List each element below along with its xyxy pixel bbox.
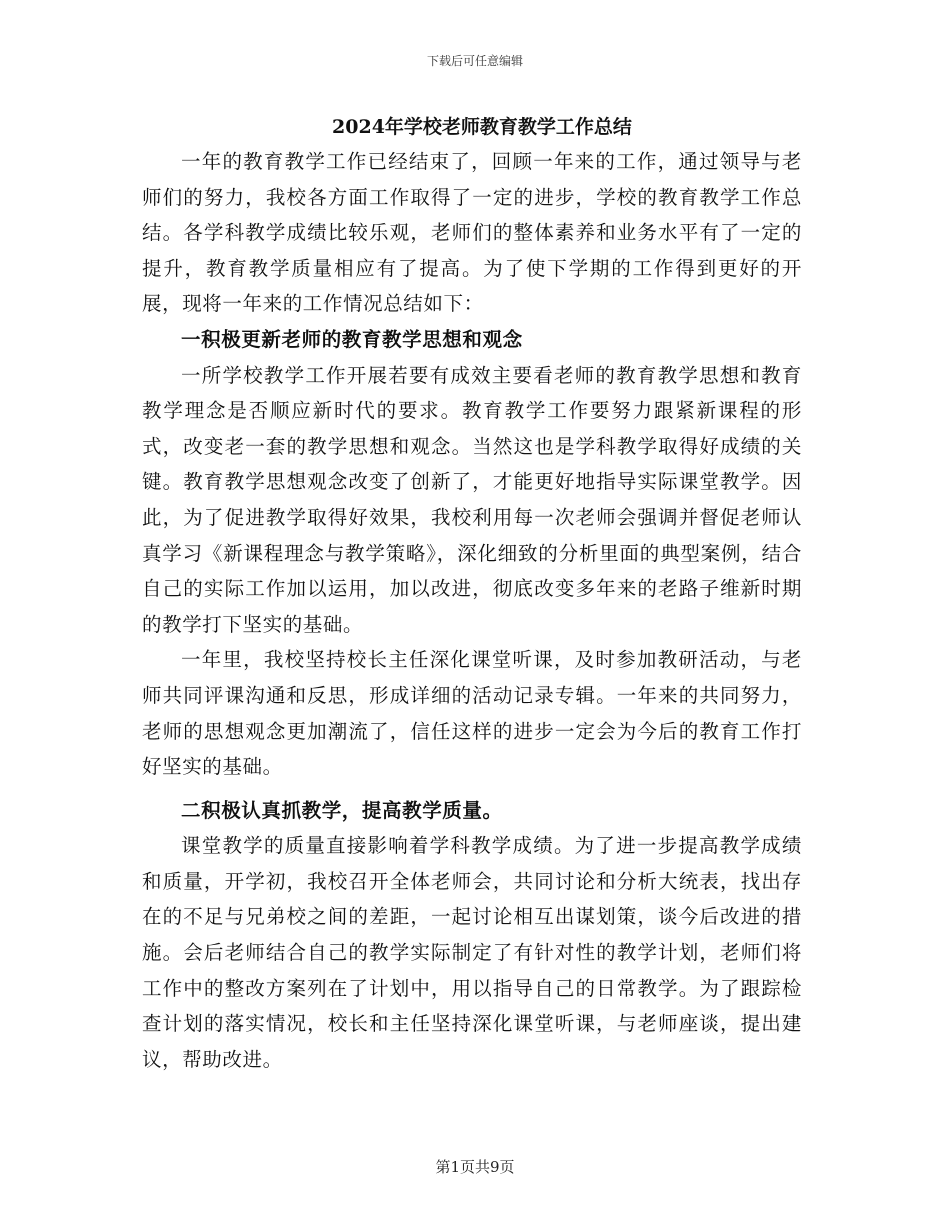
document-title: 2024年学校老师教育教学工作总结	[332, 116, 632, 138]
section-1-paragraph-2: 一年里，我校坚持校长主任深化课堂听课，及时参加教研活动，与老师共同评课沟通和反思，形成详细的活动记录专辑。一年来的共同努力，老师的思想观念更加潮流了，信任这样的进步一定会为今后的教育工作打好坚实的基础。	[142, 648, 802, 779]
intro-paragraph: 一年的教育教学工作已经结束了，回顾一年来的工作，通过领导与老师们的努力，我校各方面工作取得了一定的进步，学校的教育教学工作总结。各学科教学成绩比较乐观，老师们的整体素养和业务水平有了一定的提升，教育教学质量相应有了提高。为了使下学期的工作得到更好的开展，现将一年来的工作情况总结如下：	[142, 150, 802, 316]
section-heading-1: 一积极更新老师的教育教学思想和观念	[181, 327, 523, 351]
section-2-paragraph-1: 课堂教学的质量直接影响着学科教学成绩。为了进一步提高教学成绩和质量，开学初，我校召开全体老师会，共同讨论和分析大统表，找出存在的不足与兄弟校之间的差距，一起讨论相互出谋划策，谈今后改进的措施。会后老师结合自己的教学实际制定了有针对性的教学计划，老师们将工作中的整改方案列在了计划中，用以指导自己的日常教学。为了跟踪检查计划的落实情况，校长和主任坚持深化课堂听课，与老师座谈，提出建议，帮助改进。	[142, 834, 802, 1071]
section-1-paragraph-1: 一所学校教学工作开展若要有成效主要看老师的教育教学思想和教育教学理念是否顺应新时代的要求。教育教学工作要努力跟紧新课程的形式，改变老一套的教学思想和观念。当然这也是学科教学取得好成绩的关键。教育教学思想观念改变了创新了，才能更好地指导实际课堂教学。因此，为了促进教学取得好效果，我校利用每一次老师会强调并督促老师认真学习《新课程理念与教学策略》，深化细致的分析里面的典型案例，结合自己的实际工作加以运用，加以改进，彻底改变多年来的老路子维新时期的教学打下坚实的基础。	[142, 363, 802, 636]
document-body	[142, 110, 802, 1077]
page-indicator: 第1页共9页	[435, 1158, 515, 1176]
section-heading-2: 二积极认真抓教学，提高教学质量。	[181, 798, 503, 822]
header-note: 下载后可任意编辑	[426, 54, 523, 68]
